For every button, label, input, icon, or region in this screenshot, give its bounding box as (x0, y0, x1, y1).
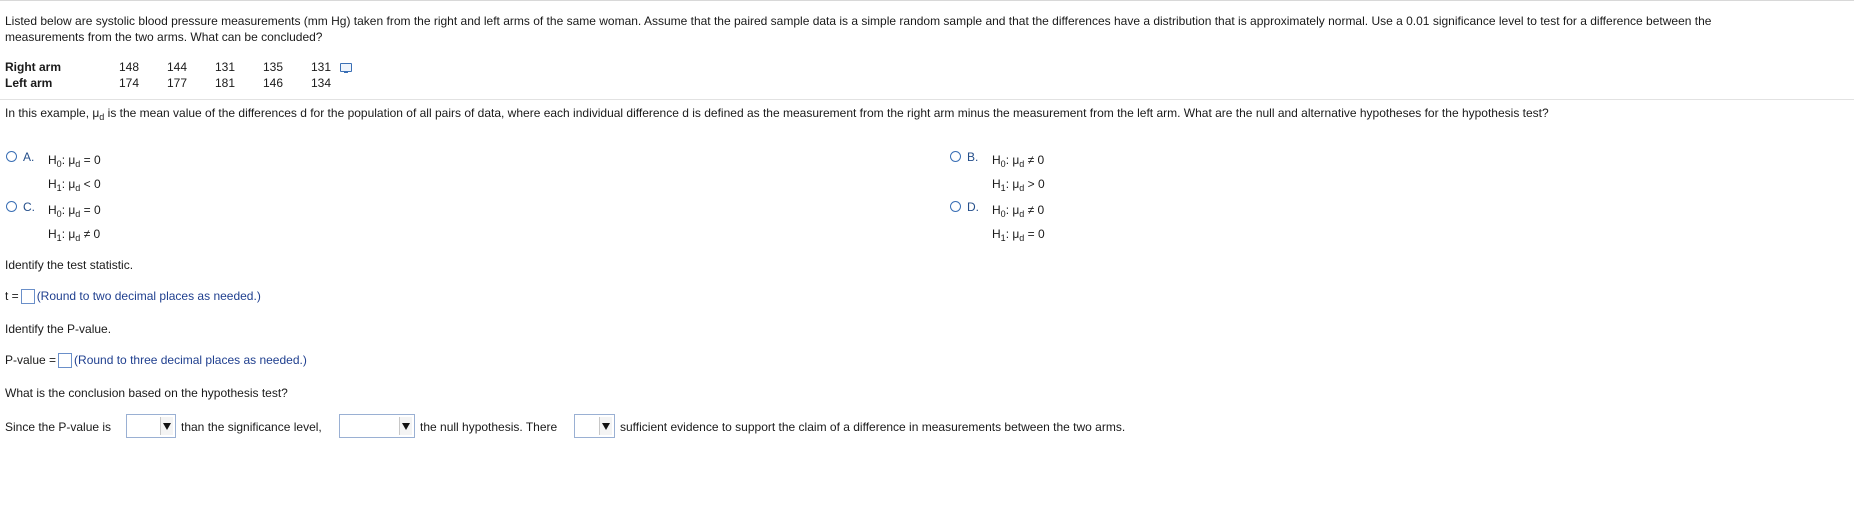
table-cell: 148 (118, 60, 139, 74)
null-hypothesis: $H_0$: $\mu_d = 0$ (48, 153, 101, 169)
table-cell: 144 (166, 60, 187, 74)
p-value-prompt: Identify the P-value. (5, 322, 112, 336)
option-letter: A. (23, 150, 35, 164)
conclusion-text-3: the null hypothesis. There (420, 420, 558, 434)
chevron-down-icon[interactable] (599, 417, 612, 435)
copy-data-icon[interactable] (340, 63, 352, 72)
test-statistic-row (5, 289, 261, 304)
table-cell: 131 (310, 60, 331, 74)
conclusion-text-4: sufficient evidence to support the claim of a difference in measurements between the two arms. (620, 420, 1126, 434)
table-cell: 177 (166, 76, 187, 90)
p-value-answer-input[interactable] (58, 353, 72, 368)
hypotheses (48, 200, 101, 248)
alt-hypothesis: $H_1$: $\mu_d \ne 0$ (48, 227, 101, 243)
problem-line-2: measurements from the two arms. What can be concluded? (5, 30, 323, 44)
chevron-down-icon[interactable] (399, 417, 412, 435)
table-cell: 174 (118, 76, 139, 90)
comparison-dropdown[interactable] (126, 414, 176, 438)
alt-hypothesis: $H_1$: $\mu_d = 0$ (992, 227, 1045, 243)
table-cell: 146 (262, 76, 283, 90)
hypothesis-question: In this example, $\mu_d$ is the mean value of the differences d for the population of all pairs of data, where each individual difference d is defined as the measurement from the right arm minus the measurement from the left arm. What are the null and alternative hypotheses for the hypothesis test? (5, 106, 1549, 122)
table-cell: 134 (310, 76, 331, 90)
section-divider (0, 99, 1854, 100)
radio-option-b[interactable] (950, 151, 961, 162)
conclusion-text-2: than the significance level, (181, 420, 322, 434)
hypotheses (992, 150, 1045, 198)
t-hint: (Round to two decimal places as needed.) (36, 289, 261, 303)
conclusion-text-1: Since the P-value is (5, 420, 112, 434)
row-label: Right arm (5, 60, 62, 74)
chevron-down-icon[interactable] (160, 417, 173, 435)
table-row (5, 59, 337, 75)
option-letter: C. (23, 200, 35, 214)
top-border (0, 0, 1854, 1)
table-cell: 181 (214, 76, 235, 90)
hypotheses (992, 200, 1045, 248)
hypotheses (48, 150, 101, 198)
alt-hypothesis: $H_1$: $\mu_d < 0$ (48, 177, 101, 193)
test-statistic-prompt: Identify the test statistic. (5, 258, 134, 272)
radio-option-a[interactable] (6, 151, 17, 162)
problem-line-1: Listed below are systolic blood pressure measurements (mm Hg) taken from the right and left arms of the same woman. Assume that the paired sample data is a simple random sample and that the differences have a distribution that is approximately normal. Use a 0.01 significance level to test for a difference between the (5, 14, 1712, 28)
problem-statement (5, 13, 1854, 45)
null-hypothesis: $H_0$: $\mu_d = 0$ (48, 203, 101, 219)
option-letter: B. (967, 150, 979, 164)
evidence-dropdown[interactable] (574, 414, 615, 438)
radio-option-c[interactable] (6, 201, 17, 212)
data-table (5, 59, 337, 91)
decision-dropdown[interactable] (339, 414, 415, 438)
null-hypothesis: $H_0$: $\mu_d \ne 0$ (992, 203, 1045, 219)
alt-hypothesis: $H_1$: $\mu_d > 0$ (992, 177, 1045, 193)
table-cell: 131 (214, 60, 235, 74)
p-value-hint: (Round to three decimal places as needed.) (74, 353, 307, 367)
p-value-label: P-value = (5, 353, 57, 367)
option-letter: D. (967, 200, 979, 214)
row-label: Left arm (5, 76, 53, 90)
table-cell: 135 (262, 60, 283, 74)
t-answer-input[interactable] (21, 289, 35, 304)
conclusion-prompt: What is the conclusion based on the hypothesis test? (5, 386, 288, 400)
null-hypothesis: $H_0$: $\mu_d \ne 0$ (992, 153, 1045, 169)
p-value-row (5, 353, 307, 368)
t-label: t = (5, 289, 19, 303)
radio-option-d[interactable] (950, 201, 961, 212)
table-row (5, 75, 337, 91)
